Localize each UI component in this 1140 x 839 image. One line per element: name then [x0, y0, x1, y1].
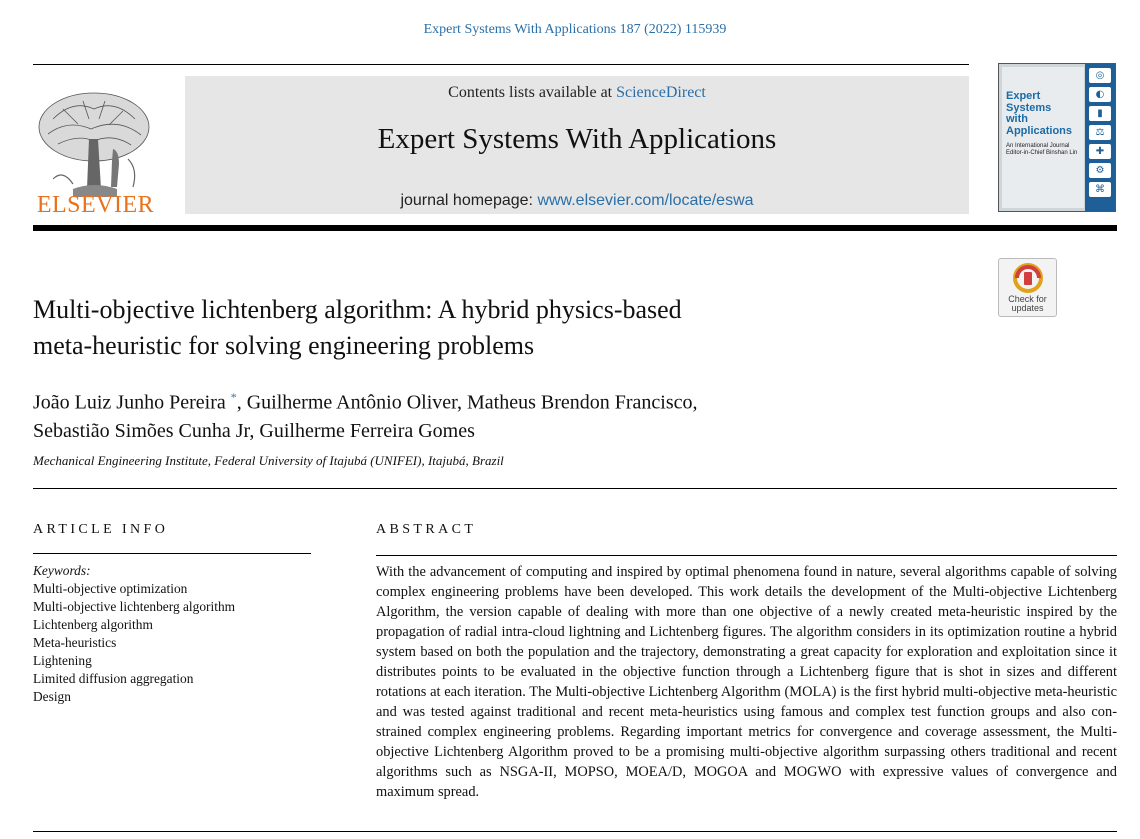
medical-icon: ✚	[1089, 144, 1111, 159]
journal-cover[interactable]	[998, 63, 1116, 212]
keyword-item: Lightening	[33, 653, 92, 668]
keyword-item: Lichtenberg algorithm	[33, 617, 153, 632]
homepage-line	[185, 192, 969, 210]
keywords-label: Keywords:	[33, 563, 91, 578]
cover-title-line: with	[1006, 113, 1028, 125]
bar-chart-icon: ▮	[1089, 106, 1111, 121]
keyword-item: Multi-objective lichtenberg algorithm	[33, 599, 236, 614]
cover-panel	[1002, 67, 1084, 208]
journal-title: Expert Systems With Applications	[377, 123, 777, 155]
journal-masthead	[185, 76, 969, 214]
article-info-heading: ARTICLE INFO	[33, 522, 169, 537]
paper-title-line: Multi-objective lichtenberg algorithm: A hybrid physics-based	[33, 295, 682, 324]
abstract-heading: ABSTRACT	[376, 522, 477, 537]
paper-title	[33, 292, 933, 364]
author-name[interactable]: Matheus Brendon Francisco	[467, 391, 693, 414]
homepage-prefix: journal homepage:	[400, 192, 538, 209]
affiliation: Mechanical Engineering Institute, Federal University of Itajubá (UNIFEI), Itajubá, Brazil	[33, 453, 504, 468]
check-updates-icon	[1013, 263, 1043, 293]
keyword-item: Multi-objective optimization	[33, 581, 188, 596]
footer-rule	[33, 831, 1117, 832]
cover-title-line: Systems	[1006, 101, 1052, 114]
cover-title-line: Expert	[1006, 90, 1041, 102]
check-updates-line: updates	[1011, 303, 1044, 313]
author-name[interactable]: Sebastião Simões Cunha Jr	[33, 419, 250, 442]
publisher-wordmark: ELSEVIER	[36, 192, 155, 218]
author-line: João Luiz Junho Pereira *, Guilherme Antônio Oliver, Matheus Brendon Francisco,	[33, 390, 698, 414]
author-line: Sebastião Simões Cunha Jr, Guilherme Ferreira Gomes	[33, 419, 475, 442]
article-info-rule	[33, 553, 311, 554]
header-thick-rule	[33, 225, 1117, 231]
cover-subtitle-text: An International Journal	[1006, 143, 1070, 149]
contents-prefix: Contents lists available at	[448, 84, 617, 101]
keyword-item: Meta-heuristics	[33, 635, 117, 650]
steering-icon: ◎	[1089, 68, 1111, 83]
keyword-item: Limited diffusion aggregation	[33, 671, 194, 686]
sciencedirect-link[interactable]: ScienceDirect	[616, 84, 706, 101]
gauge-icon: ◐	[1089, 87, 1111, 102]
keywords-block	[33, 562, 311, 706]
author-name[interactable]: Guilherme Ferreira Gomes	[259, 419, 475, 442]
check-for-updates-button[interactable]	[998, 258, 1057, 317]
author-name[interactable]: João Luiz Junho Pereira	[33, 391, 226, 414]
homepage-link[interactable]: www.elsevier.com/locate/eswa	[537, 192, 754, 209]
abstract-text: With the advancement of computing and inspired by optimal phenomena found in nature, several algorithms capable of solving complex engineering problems have been developed. This work details the development of the Multi-objective Lichtenberg Algorithm, the version capable of dealing with more than one objective of a newly created meta-heuristic inspired by the propagation of radial intra-cloud lightning and Lichtenberg figures. The algorithm considers in its optimization routine a hybrid system based on both the population and the trajectory, demonstrating a great capacity for exploration and exploitation since it distributes points to be evaluated in the objective function through a Lichtenberg figure that is shot in sizes and different rotations at each iteration. The Multi-objective Lichtenberg Algorithm (MOLA) is the first hybrid multi-objective meta-heuristic and was tested against traditional and recent meta-heuristics using famous and complex test function groups and also constrained complex engineering problems. Regarding important metrics for convergence and coverage assessment, the Multi-objective Lichtenberg Algorithm proved to be a promising multi-objective algorithm surpassing others traditional and recent algorithms such as NSGA-II, MOPSO, MOEA/D, MOGOA and MOGWO with expressive values of convergence and maximum spread.	[376, 564, 1117, 800]
keyword-item: Design	[33, 689, 71, 704]
corresponding-author-mark[interactable]: *	[230, 390, 237, 404]
author-name[interactable]: Guilherme Antônio Oliver	[246, 391, 458, 414]
header-rule	[33, 64, 969, 65]
section-rule	[33, 488, 1117, 489]
network-icon: ⌘	[1089, 182, 1111, 197]
contents-line	[185, 84, 969, 102]
author-list	[33, 383, 983, 445]
scale-icon: ⚖	[1089, 125, 1111, 140]
check-updates-label	[999, 295, 1056, 313]
journal-reference[interactable]: Expert Systems With Applications 187 (2022) 115939	[423, 22, 727, 37]
paper-title-line: meta-heuristic for solving engineering problems	[33, 331, 535, 360]
abstract-rule	[376, 555, 1117, 556]
cover-editor: Editor-in-Chief Binshan Lin	[1006, 150, 1078, 156]
cover-subtitle	[1006, 143, 1084, 157]
cover-title-line: Applications	[1006, 124, 1073, 137]
gear-icon: ⚙	[1089, 163, 1111, 178]
cover-title	[1006, 91, 1072, 137]
check-updates-line: Check for	[1008, 294, 1047, 304]
cover-icon-strip	[1085, 64, 1115, 211]
